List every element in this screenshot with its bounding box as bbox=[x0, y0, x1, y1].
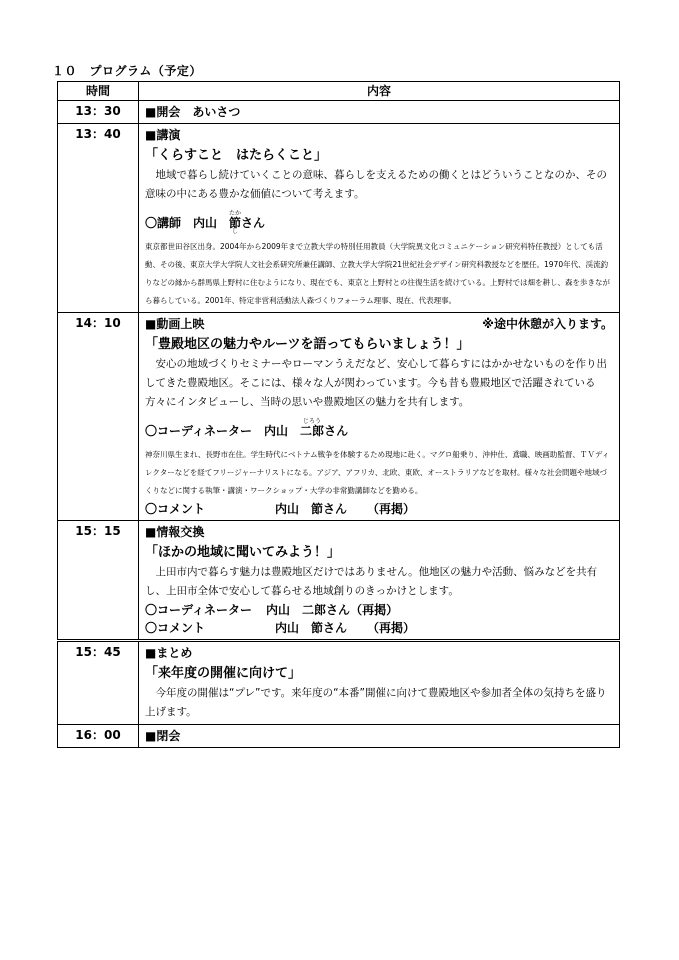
speaker-ruby: たかし bbox=[229, 210, 242, 235]
session-description: 安心の地域づくりセミナーやローマンうえだなど、安心して暮らすにはかかせないものを作り出してきた豊殿地区。そこには、様々な人が関わっています。今も昔も豊殿地区で活躍されている方々にインタビューし、当時の思いや豊殿地区の魅力を共有します。 bbox=[145, 358, 607, 408]
section-title: ■開会 あいさつ bbox=[145, 105, 241, 119]
comment-role: 〇コメント bbox=[145, 621, 206, 635]
coordinator-name: 内山 二郎さん bbox=[266, 603, 351, 617]
speaker-bio: 東京都世田谷区出身。2004年から2009年まで立教大学の特別任用教員（大学院異文化コミュニケーション研究科特任教授）としても活動、その後、東京大学大学院人文社会系研究所兼任講師、立教大学大学院21世紀社会デザイン研究科教授などを歴任。1970年代、渓流釣りなどの縁から群馬県上野村に住むようになり、現在でも、東京と上野村との往復生活を続けている。上野村では畑を耕し、森を歩きながら暮らしている。2001年、特定非営利活動法人森づくりフォーラム理事、現在、代表理事。 bbox=[145, 242, 610, 305]
section-title: ■動画上映 bbox=[145, 317, 205, 331]
session-subtitle: 「来年度の開催に向けて」 bbox=[145, 666, 302, 681]
row-content bbox=[139, 313, 620, 521]
comment-line bbox=[145, 500, 613, 518]
table-row bbox=[58, 725, 620, 748]
row-content bbox=[139, 641, 620, 725]
coordinator-note: （再掲） bbox=[350, 603, 399, 617]
speaker-name: たかし 節 bbox=[229, 214, 241, 232]
row-content bbox=[139, 521, 620, 641]
speaker-line bbox=[145, 210, 613, 235]
header-time: 時間 bbox=[58, 82, 139, 101]
program-table bbox=[57, 81, 620, 748]
coordinator-role: 〇コーディネーター 内山 bbox=[145, 424, 301, 438]
table-row bbox=[58, 313, 620, 521]
table-header-row bbox=[58, 82, 620, 101]
comment-name: 内山 節さん bbox=[275, 621, 348, 635]
section-title-row bbox=[145, 315, 613, 333]
coordinator-ruby: じろう bbox=[303, 418, 322, 425]
section-title: ■情報交換 bbox=[145, 525, 205, 539]
row-content bbox=[139, 101, 620, 124]
session-subtitle: 「豊殿地区の魅力やルーツを語ってもらいましょう！」 bbox=[145, 337, 470, 352]
coordinator-suffix: さん bbox=[324, 424, 349, 438]
row-time: 13：30 bbox=[58, 101, 139, 124]
speaker-suffix: さん bbox=[241, 216, 266, 230]
comment-note: （再掲） bbox=[367, 621, 416, 635]
section-title: ■まとめ bbox=[145, 646, 193, 660]
session-subtitle: 「ほかの地域に聞いてみよう！」 bbox=[145, 545, 341, 560]
session-description: 今年度の開催は“プレ”です。来年度の“本番”開催に向けて豊殿地区や参加者全体の気持ちを盛り上げます。 bbox=[145, 687, 607, 718]
coordinator-name: じろう 二郎 bbox=[300, 422, 324, 440]
row-time: 14：10 bbox=[58, 313, 139, 521]
coordinator-line bbox=[145, 601, 613, 619]
table-row bbox=[58, 521, 620, 641]
comment-line bbox=[145, 619, 613, 637]
comment-name: 内山 節さん bbox=[275, 502, 348, 516]
session-subtitle: 「くらすこと はたらくこと」 bbox=[145, 148, 328, 163]
table-row bbox=[58, 101, 620, 124]
section-heading: １０ プログラム（予定） bbox=[52, 64, 202, 78]
comment-note: （再掲） bbox=[367, 502, 416, 516]
table-row bbox=[58, 124, 620, 313]
table-row bbox=[58, 641, 620, 725]
coordinator-bio: 神奈川県生まれ、長野市在住。学生時代にベトナム戦争を体験するため現地に赴く。マグロ船乗り、沖仲仕、鳶職、映画助監督、ＴＶディレクターなどを経てフリージャーナリストになる。アジア、アフリカ、北欧、東欧、オーストラリアなどを取材。様々な社会問題や地域づくりなどに関する執筆・講演・ワークショップ・大学の非常勤講師などを勤める。 bbox=[145, 450, 610, 495]
section-title: ■講演 bbox=[145, 128, 181, 142]
session-description: 地域で暮らし続けていくことの意味、暮らしを支えるための働くとはどういうことなのか、その意味の中にある豊かな価値について考えます。 bbox=[145, 169, 607, 200]
speaker-role: 〇講師 内山 bbox=[145, 216, 230, 230]
row-time: 13：40 bbox=[58, 124, 139, 313]
row-time: 15：15 bbox=[58, 521, 139, 641]
coordinator-line bbox=[145, 418, 613, 440]
row-time: 16：00 bbox=[58, 725, 139, 748]
section-title: ■閉会 bbox=[145, 729, 181, 743]
break-note: ※途中休憩が入ります。 bbox=[482, 317, 613, 331]
session-description: 上田市内で暮らす魅力は豊殿地区だけではありません。他地区の魅力や活動、悩みなどを共有し、上田市全体で安心して暮らせる地域創りのきっかけとします。 bbox=[145, 566, 598, 597]
header-content: 内容 bbox=[139, 82, 620, 101]
comment-role: 〇コメント bbox=[145, 502, 206, 516]
coordinator-role: 〇コーディネーター bbox=[145, 603, 253, 617]
row-time: 15：45 bbox=[58, 641, 139, 725]
row-content bbox=[139, 124, 620, 313]
row-content bbox=[139, 725, 620, 748]
